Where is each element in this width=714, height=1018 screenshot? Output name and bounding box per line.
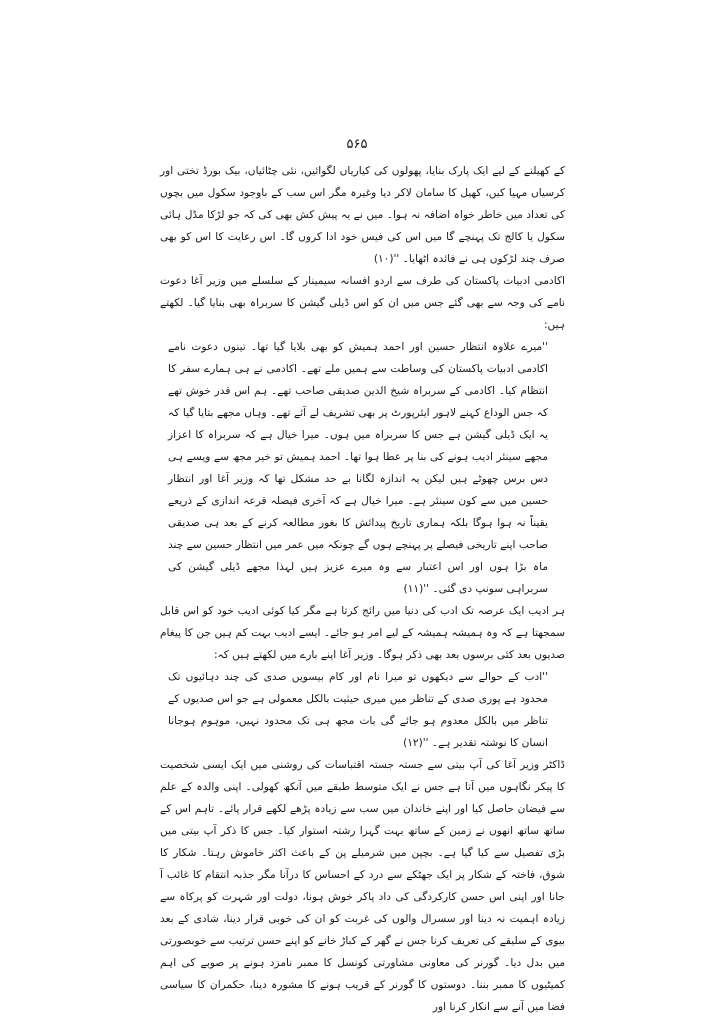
block-quote-legacy: ''ادب کے حوالے سے دیکھوں تو میرا نام اور کام بیسویں صدی کی چند دہائیوں تک محدود ہے پوری صدی کے تناظر میں میری حیثیت بالکل معمولی ہے جو اس صدیوں کے تناظر میں بالکل معدوم ہو جائے گی بات مجھ ہی تک محدود نہیں، موہوم ہوجانا انسان کا نوشتہ تقدیر ہے۔ ''(۱۲) xyxy=(168,671,548,749)
paragraph-autobiography: ڈاکٹر وزیر آغا کی آپ بیتی سے جستہ جستہ اقتباسات کی روشنی میں ایک ایسی شخصیت کا پیکر نگاہوں میں آتا ہے جس نے ایک متوسط طبقے میں آنکھ کھولی۔ اپنی والدہ کے علم سے فیضان حاصل کیا اور اپنے خاندان میں سب سے زیادہ پڑھے لکھے قرار پائے۔ تاہم اس کے ساتھ ساتھ انھوں نے زمین کے ساتھ بہت گہرا رشتہ استوار کیا۔ جس کا ذکر آپ بیتی میں بڑی تفصیل سے کیا گیا ہے۔ بچپن میں شرمیلے پن کے باعث اکثر خاموش رہتا۔ شکار کا شوق، فاختہ کے شکار پر ایک جھٹکے سے درد کے احساس کا درآنا مگر جذبہ انتقام کا غائب آ جانا اور اپنی اس حسن کارکردگی کی داد پاکر خوش ہونا، دولت اور شہرت کو پرکاہ سے زیادہ اہمیت نہ دینا اور سسرال والوں کی غربت کو ان کی خوبی قرار دینا، شادی کے بعد بیوی کے سلیقے کی تعریف کرنا جس نے گھر کے کباڑ خانے کو اپنے حسن ترتیب سے خوبصورتی میں بدل دیا۔ گورنر کی معاونی مشاورتی کونسل کا ممبر نامزد ہونے پر صوبے کی اہم کمیٹیوں کا ممبر بننا۔ دوستوں کا گورنر کے قریب ہونے کا مشورہ دینا، حکمران کا سیاسی فضا میں آنے سے انکار کرنا اور xyxy=(160,759,565,1013)
paragraph-writer: ہر ادیب ایک عرصہ تک ادب کی دنیا میں رائج کرتا ہے مگر کیا کوئی ادیب خود کو اس قابل سمجھتا ہے کہ وہ ہمیشہ ہمیشہ کے لیے امر ہو جائے۔ ایسے ادیب بہت کم ہیں جن کا پیغام صدیوں بعد کئی برسوں بعد بھی ذکر ہوگا۔ وزیر آغا اپنے بارے میں لکھتے ہیں کہ: xyxy=(160,605,565,661)
page-number: ۵۶۵ xyxy=(346,137,368,152)
page-body xyxy=(160,160,565,1018)
paragraph-academy: اکادمی ادبیات پاکستان کی طرف سے اردو افسانہ سیمینار کے سلسلے میں وزیر آغا دعوت نامے کی وجہ سے بھی گئے جس میں ان کو اس ڈیلی گیشن کا سربراہ بھی بنایا گیا۔ لکھتے ہیں: xyxy=(160,275,565,331)
block-quote-delegation: ''میرے علاوہ انتظار حسین اور احمد ہمیش کو بھی بلایا گیا تھا۔ تینوں دعوت نامے اکادمی ادبیات پاکستان کی وساطت سے ہمیں ملے تھے۔ اکادمی نے ہی ہمارے سفر کا انتظام کیا۔ اکادمی کے سربراہ شیخ الدین صدیقی صاحب تھے۔ ہم اس قدر خوش تھے کہ جس الوداع کہنے لاہور ایئرپورٹ پر بھی تشریف لے آئے تھے۔ وہاں مجھے بتایا گیا کہ یہ ایک ڈیلی گیشن ہے جس کا سربراہ میں ہوں۔ میرا خیال ہے کہ سربراہ کا اعزاز مجھے سینئر ادیب ہونے کی بنا پر عطا ہوا تھا۔ احمد ہمیش تو خیر مجھ سے ویسے ہی دس برس چھوٹے ہیں لیکن یہ اندازہ لگانا بے حد مشکل تھا کہ وزیر آغا اور انتظار حسین میں سے کون سینئر ہے۔ میرا خیال ہے کہ آخری فیصلہ قرعہ اندازی کے ذریعے یقیناً نہ ہوا ہوگا بلکہ ہماری تاریخ پیدائش کا بغور مطالعہ کرنے کے بعد ہی صدیقی صاحب اپنے تاریخی فیصلے پر پہنچے ہوں گے چونکہ میں عمر میں انتظار حسین سے چند ماہ بڑا ہوں اور اس اعتبار سے وہ میرے عزیز ہیں لہذا مجھے ڈیلی گیشن کی سربراہی سونپ دی گئی۔ ''(۱۱) xyxy=(168,341,548,595)
paragraph-continuation: کے کھیلنے کے لیے ایک پارک بنایا، پھولوں کی کیاریاں لگوائیں، نئی چٹائیاں، بیک بورڈ تختی اور کرسیاں مہیا کیں، کھیل کا سامان لاکر دیا وغیرہ مگر اس سب کے باوجود سکول میں بچوں کی تعداد میں خاطر خواہ اضافہ نہ ہوا۔ میں نے یہ پیش کش بھی کی کہ جو لڑکا مڈل ہائی سکول یا کالج تک پہنچے گا میں اس کی فیس خود ادا کروں گا۔ اس رعایت کا اس کو بھی صرف چند لڑکوں ہی نے فائدہ اٹھایا۔ ''(۱۰) xyxy=(160,165,565,265)
